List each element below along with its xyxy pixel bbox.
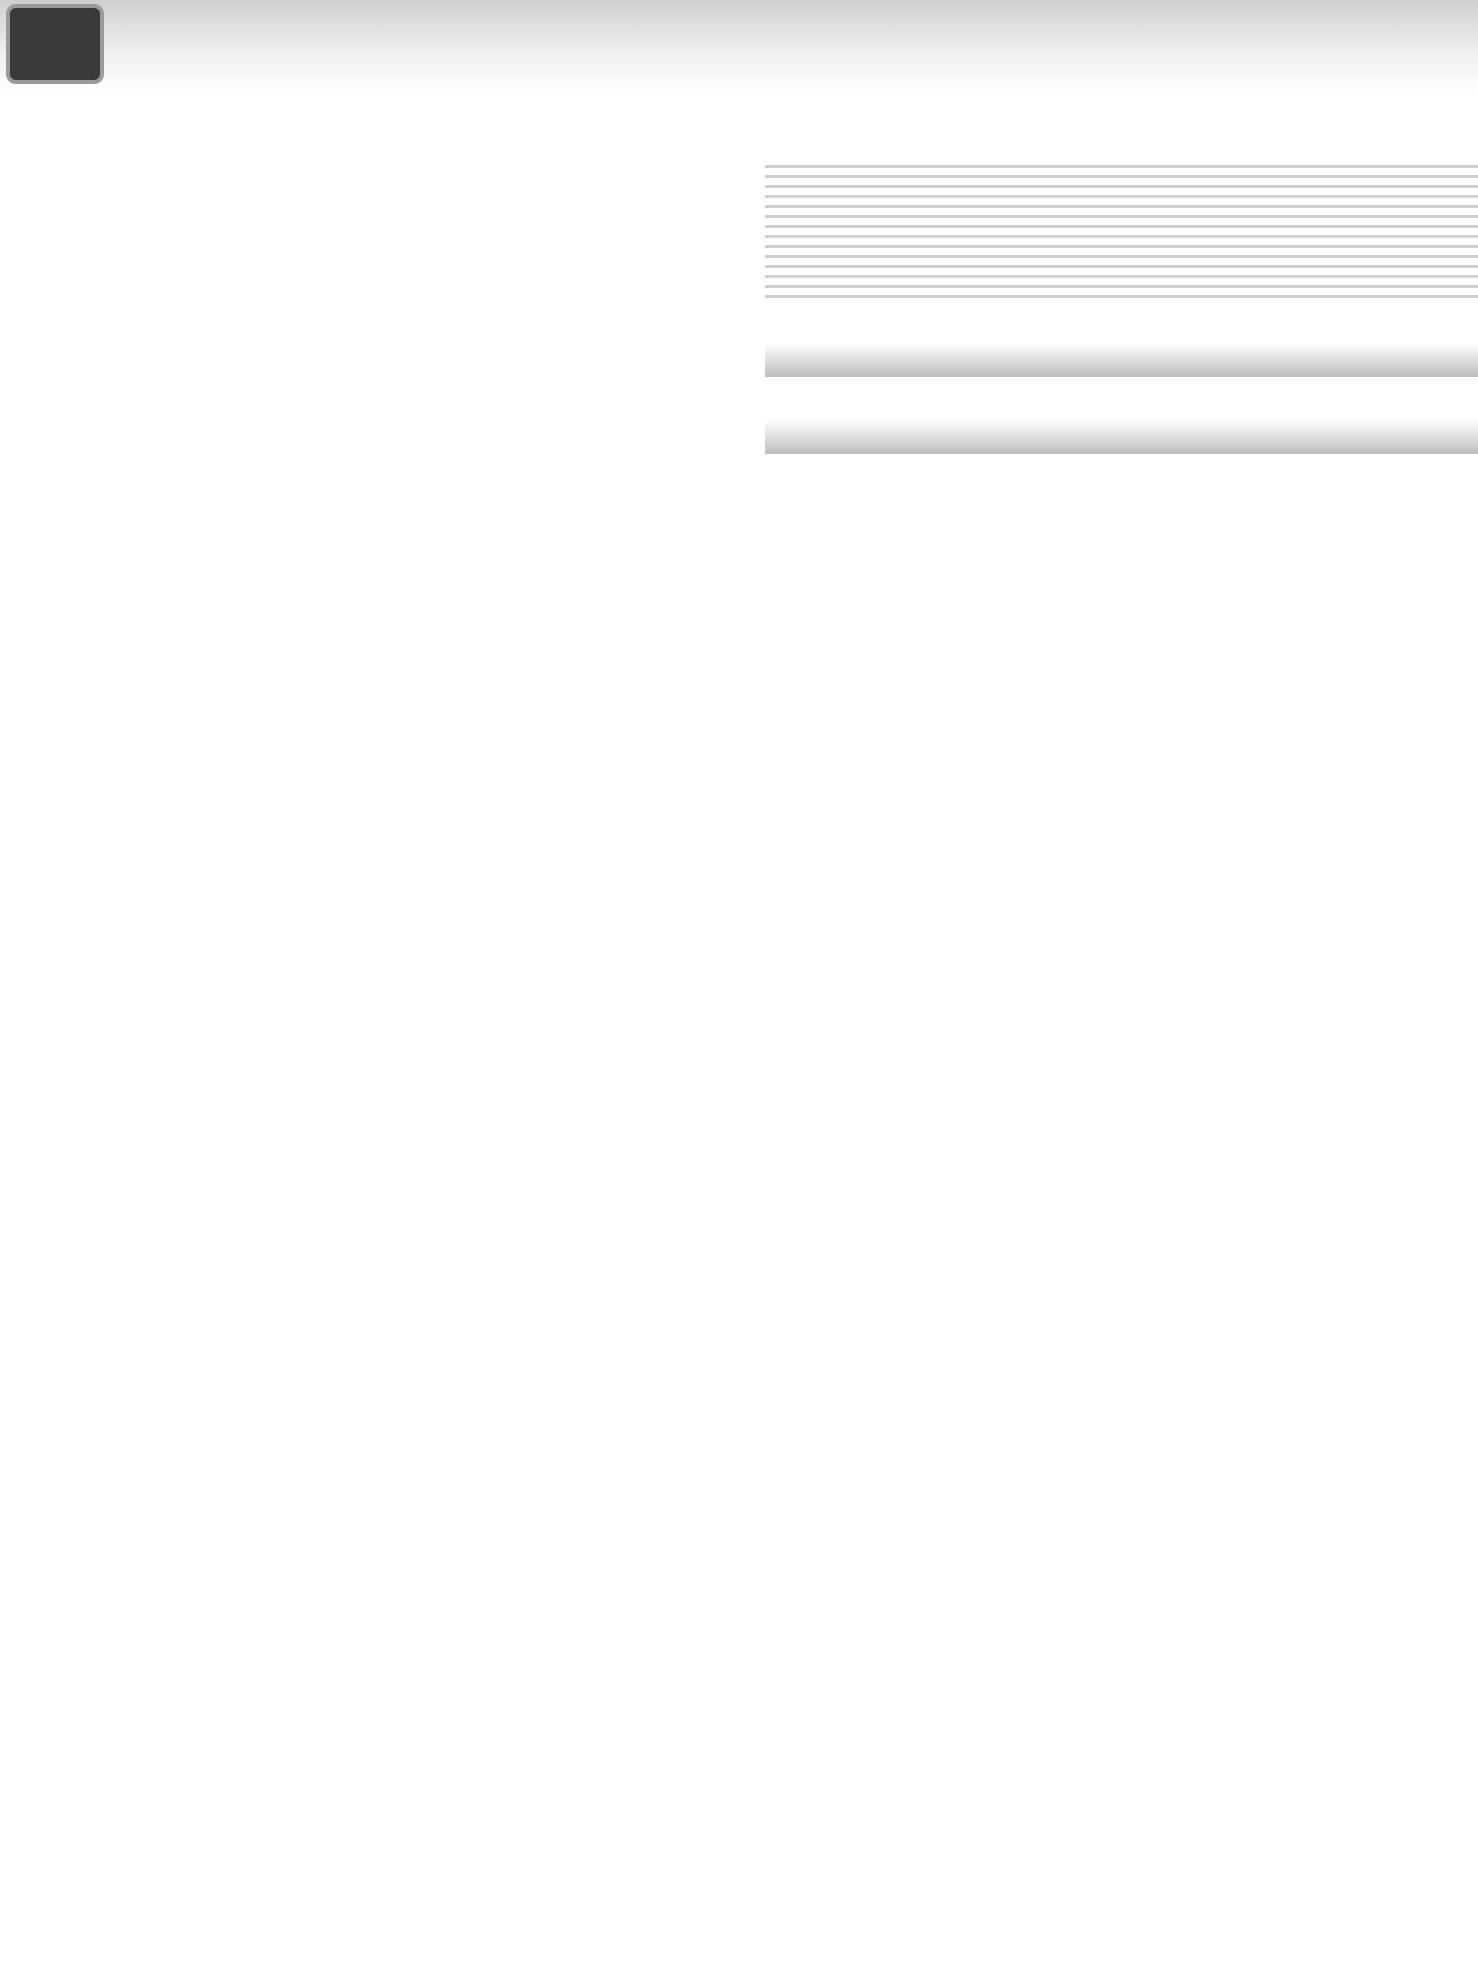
solutions-column xyxy=(765,112,1478,501)
brand-logo xyxy=(6,4,104,84)
page-header xyxy=(0,0,1478,95)
answers-banner xyxy=(765,158,1478,303)
section-heading-second-law xyxy=(765,406,1478,461)
section-heading-first-law xyxy=(765,329,1478,384)
